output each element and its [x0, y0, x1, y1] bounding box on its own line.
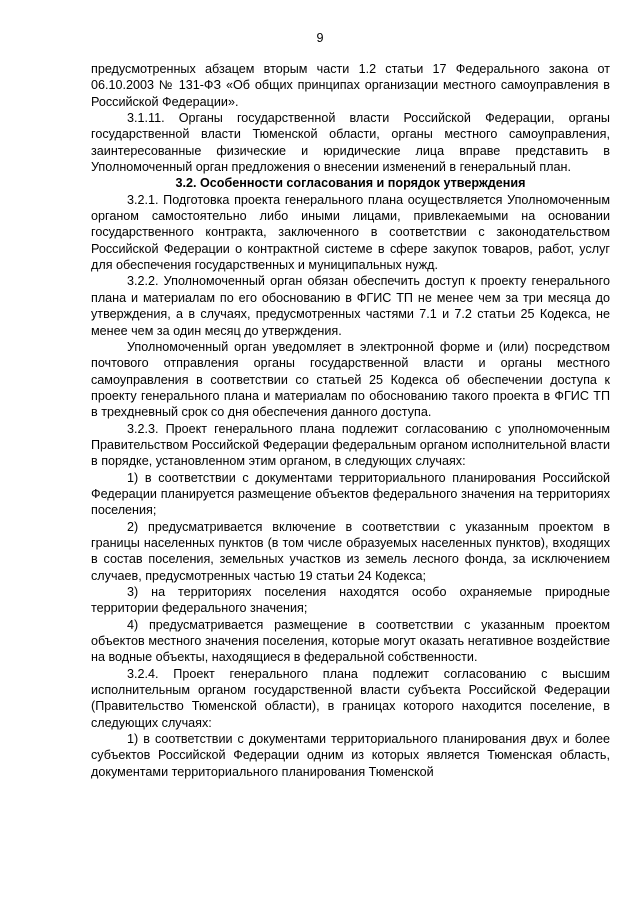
paragraph-3-2-4: 3.2.4. Проект генерального плана подлежит согласованию с высшим исполнительным органом государственной власти субъекта Российской Федерации (Правительство Тюменской области), в границах которого находится поселение, в следующих случаях: [91, 666, 610, 730]
section-heading-3-2: 3.2. Особенности согласования и порядок утверждения [175, 176, 526, 191]
document-body [91, 61, 610, 780]
paragraph-3-2-3: 3.2.3. Проект генерального плана подлежит согласованию с уполномоченным Правительством Российской Федерации федеральным органом исполнительной власти в порядке, установленном этим органом, в следующих случаях: [91, 421, 610, 469]
list-item-3-2-3-3: 3) на территориях поселения находятся особо охраняемые природные территории федерального значения; [91, 585, 610, 616]
paragraph-continuation: предусмотренных абзацем вторым части 1.2 статьи 17 Федерального закона от 06.10.2003 № 131-ФЗ «Об общих принципах организации местного самоуправления в Российской Федерации». [91, 62, 610, 109]
list-item-3-2-4-1: 1) в соответствии с документами территориального планирования двух и более субъектов Российской Федерации одним из которых является Тюменская область, документами территориального планирования Тюменской [91, 732, 610, 779]
paragraph-3-2-2: 3.2.2. Уполномоченный орган обязан обеспечить доступ к проекту генерального плана и материалам по его обоснованию в ФГИС ТП не менее чем за три месяца до утверждения, а в случаях, предусмотренных частями 7.1 и 7.2 статьи 25 Кодекса, не менее чем за один месяц до утверждения. [91, 274, 610, 338]
list-item-3-2-3-1: 1) в соответствии с документами территориального планирования Российской Федерации планируется размещение объектов федерального значения на территориях поселения; [91, 470, 610, 518]
list-item-3-2-3-2: 2) предусматривается включение в соответствии с указанным проектом в границы населенных пунктов (в том числе образуемых населенных пунктов), входящих в состав поселения, земельных участков из земель лесного фонда, за исключением случаев, предусмотренных частью 19 статьи 24 Кодекса; [91, 519, 610, 583]
list-item-3-2-3-4: 4) предусматривается размещение в соответствии с указанным проектом объектов местного значения поселения, которые могут оказать негативное воздействие на водные объекты, находящиеся в федеральной собственности. [91, 617, 610, 665]
paragraph-3-1-11: 3.1.11. Органы государственной власти Российской Федерации, органы государственной власти Тюменской области, органы местного самоуправления, заинтересованные физические и юридические лица вправе представить в Уполномоченный орган предложения о внесении изменений в генеральный план. [91, 111, 610, 175]
page-number: 9 [316, 31, 324, 45]
paragraph-notification: Уполномоченный орган уведомляет в электронной форме и (или) посредством почтового отправления органы государственной власти и органы местного самоуправления в соответствии со статьей 25 Кодекса об обеспечении доступа к проекту генерального плана и материалам по обоснованию такого проекта в ФГИС ТП в трехдневный срок со дня обеспечения данного доступа. [91, 339, 610, 420]
paragraph-3-2-1: 3.2.1. Подготовка проекта генерального плана осуществляется Уполномоченным органом самостоятельно либо иными лицами, привлекаемыми на основании государственного контракта, заключенного в соответствии с законодательством Российской Федерации о контрактной системе в сфере закупок товаров, работ, услуг для обеспечения государственных и муниципальных нужд. [91, 192, 610, 273]
